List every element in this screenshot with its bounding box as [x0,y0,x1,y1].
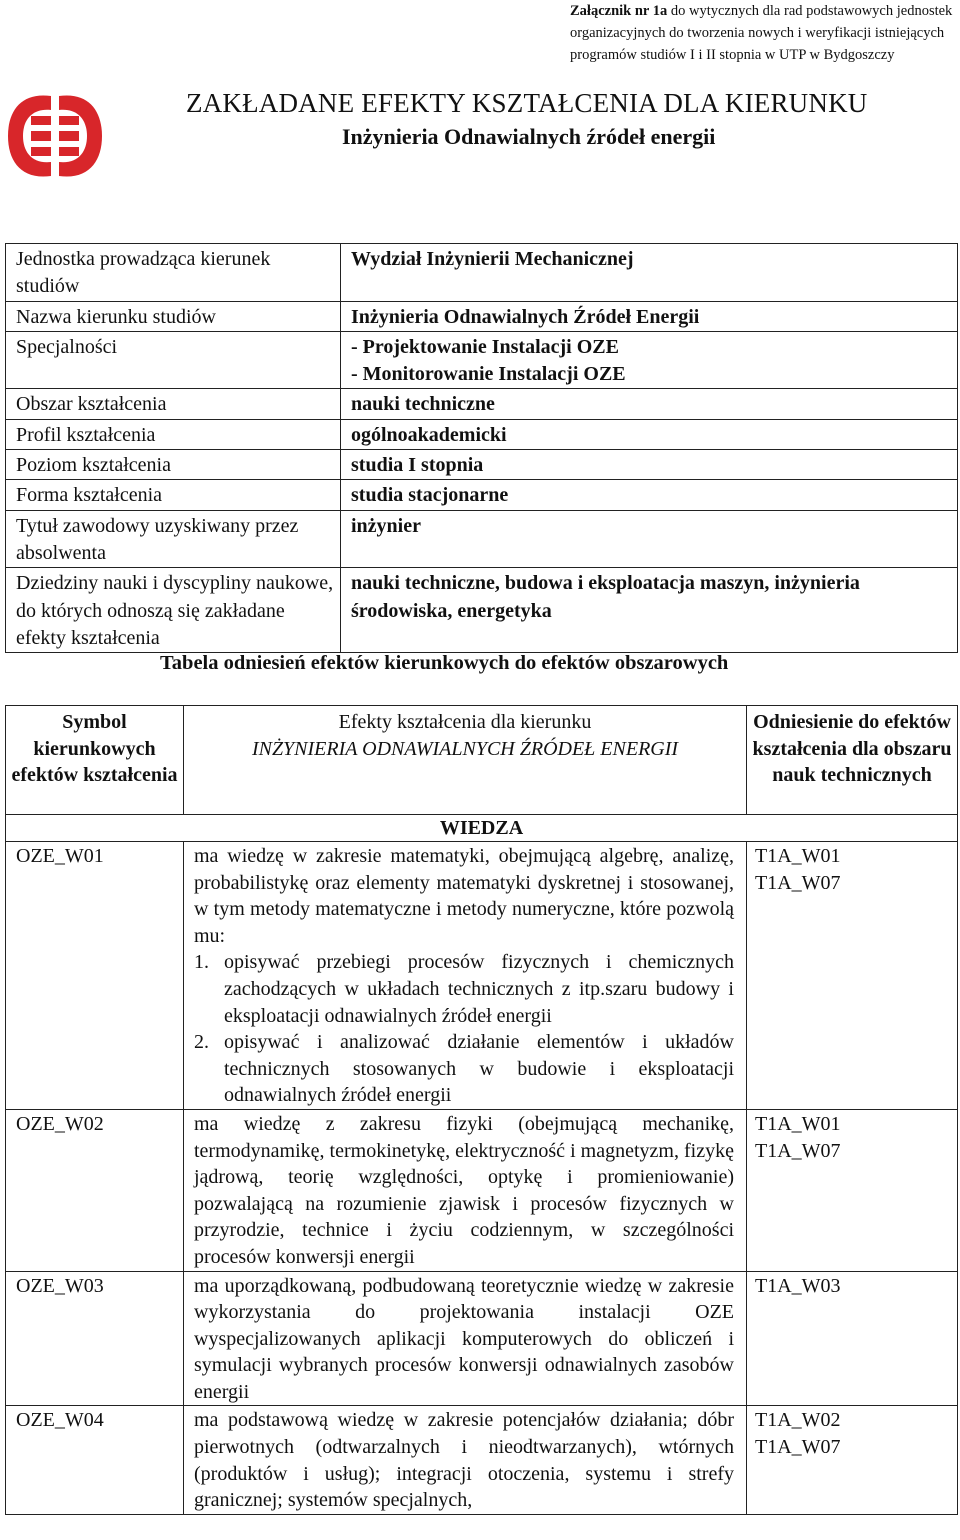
annex-number: Załącznik nr 1a [570,3,668,19]
reference-code: T1A_W01 [755,1112,841,1135]
info-value: studia stacjonarne [341,480,958,510]
info-row [6,389,958,419]
reference-code: T1A_W07 [755,871,841,894]
header-outcomes-line1: Efekty kształcenia dla kierunku [338,711,592,733]
page-subtitle: Inżynieria Odnawialnych źródeł energii [342,124,716,149]
outcome-text: ma uporządkowaną, podbudowaną teoretycznie wiedzę w zakresie wykorzystania do projektowania instalacji OZE wyspecjalizowanych aplikacji komputerowych do obliczeń i symulacji wybranych procesów konwersji odnawialnych zasobów energii [194,1274,734,1403]
outcome-symbol: OZE_W04 [6,1406,184,1514]
list-item [194,949,734,1029]
specialty-item: - Projektowanie Instalacji OZE [351,335,619,358]
list-item-number: 1. [194,951,209,974]
outcome-text: ma wiedzę w zakresie matematyki, obejmującą algebrę, analizę, probabilistykę oraz elementy matematyki dyskretnej i stosowanej, w tym metody matematyczne i metody numeryczne, które pozwolą mu: [194,845,734,947]
specialty-item: - Monitorowanie Instalacji OZE [351,363,626,386]
info-row [6,301,958,331]
info-label: Poziom kształcenia [6,450,341,480]
info-row [6,244,958,302]
info-row [6,568,958,653]
list-item-text: opisywać i analizować działanie elementów i układów technicznych stosowanych w budowie i eksploatacji odnawialnych źródeł energii [224,1031,734,1107]
info-value: ogólnoakademicki [341,419,958,449]
reference-code: T1A_W07 [755,1436,841,1459]
outcome-text: ma wiedzę z zakresu fizyki (obejmującą mechanikę, termodynamikę, termokinetykę, elektryczność i magnetyzm, fizykę jądrową, teorię względności, optykę i promieniowanie) pozwalającą na rozumienie zjawisk i procesów fizycznych w przyrodzie, technice i życiu codziennym, w szczególności procesów konwersji energii [194,1112,734,1268]
list-item-text: opisywać przebiegi procesów fizycznych i chemicznych zachodzących w układach technicznych z itp.szaru budowy i eksploatacji odnawialnych źródeł energii [224,951,734,1027]
info-label: Jednostka prowadząca kierunek studiów [6,244,341,302]
info-value: Inżynieria Odnawialnych Źródeł Energii [341,301,958,331]
info-value: studia I stopnia [341,450,958,480]
outcome-description [184,842,747,1110]
header-symbol: Symbol kierunkowych efektów kształcenia [6,706,184,815]
table-row [6,1406,958,1514]
list-item [194,1029,734,1109]
table-row [6,1271,958,1406]
info-value: nauki techniczne [341,389,958,419]
outcome-description [184,1406,747,1514]
annex-text: do wytycznych dla rad podstawowych jednostek organizacyjnych do tworzenia nowych i weryfikacji istniejących programów studiów I i II stopnia w UTP w Bydgoszczy [570,3,953,63]
info-row [6,331,958,389]
program-info-table [5,243,958,653]
section-heading: WIEDZA [6,815,958,842]
outcome-references [747,1109,958,1271]
table-row [6,1109,958,1271]
outcome-description [184,1271,747,1406]
reference-code: T1A_W02 [755,1409,841,1432]
info-label: Obszar kształcenia [6,389,341,419]
info-row [6,450,958,480]
outcome-symbol: OZE_W03 [6,1271,184,1406]
info-label: Dziedziny nauki i dyscypliny naukowe, do których odnoszą się zakładane efekty kształcenia [6,568,341,653]
info-label: Tytuł zawodowy uzyskiwany przez absolwenta [6,510,341,568]
reference-code: T1A_W01 [755,845,841,867]
learning-outcomes-table [5,705,958,1515]
utp-logo [4,86,106,186]
info-label: Forma kształcenia [6,480,341,510]
outcome-symbol: OZE_W01 [6,842,184,1110]
info-row [6,480,958,510]
info-row [6,419,958,449]
outcome-references [747,842,958,1110]
outcome-references [747,1271,958,1406]
info-label: Nazwa kierunku studiów [6,301,341,331]
header-outcomes [184,706,747,815]
outcome-references [747,1406,958,1514]
reference-code: T1A_W07 [755,1139,841,1162]
page-title: ZAKŁADANE EFEKTY KSZTAŁCENIA DLA KIERUNKU [186,88,868,118]
table-caption: Tabela odniesień efektów kierunkowych do efektów obszarowych [160,652,729,674]
info-value: Wydział Inżynierii Mechanicznej [341,244,958,302]
reference-code: T1A_W03 [755,1274,841,1297]
table-header-row [6,706,958,815]
table-row [6,842,958,1110]
header-reference: Odniesienie do efektów kształcenia dla obszaru nauk technicznych [747,706,958,815]
info-label: Specjalności [6,331,341,389]
section-row [6,815,958,842]
annex-note [570,0,955,66]
info-label: Profil kształcenia [6,419,341,449]
outcome-symbol: OZE_W02 [6,1109,184,1271]
info-value [341,331,958,389]
info-row [6,510,958,568]
info-value: nauki techniczne, budowa i eksploatacja maszyn, inżynieria środowiska, energetyka [341,568,958,653]
outcome-description [184,1109,747,1271]
outcome-text: ma podstawową wiedzę w zakresie potencjałów działania; dóbr pierwotnych (odtwarzalnych i nieodtwarzanych), wtórnych (produktów i usług); integracji otoczenia, systemu i strefy granicznej; systemów specjalnych, [194,1409,734,1512]
list-item-number: 2. [194,1031,209,1054]
header-program-name: INŻYNIERIA ODNAWIALNYCH ŹRÓDEŁ ENERGII [251,737,679,760]
info-value: inżynier [341,510,958,568]
